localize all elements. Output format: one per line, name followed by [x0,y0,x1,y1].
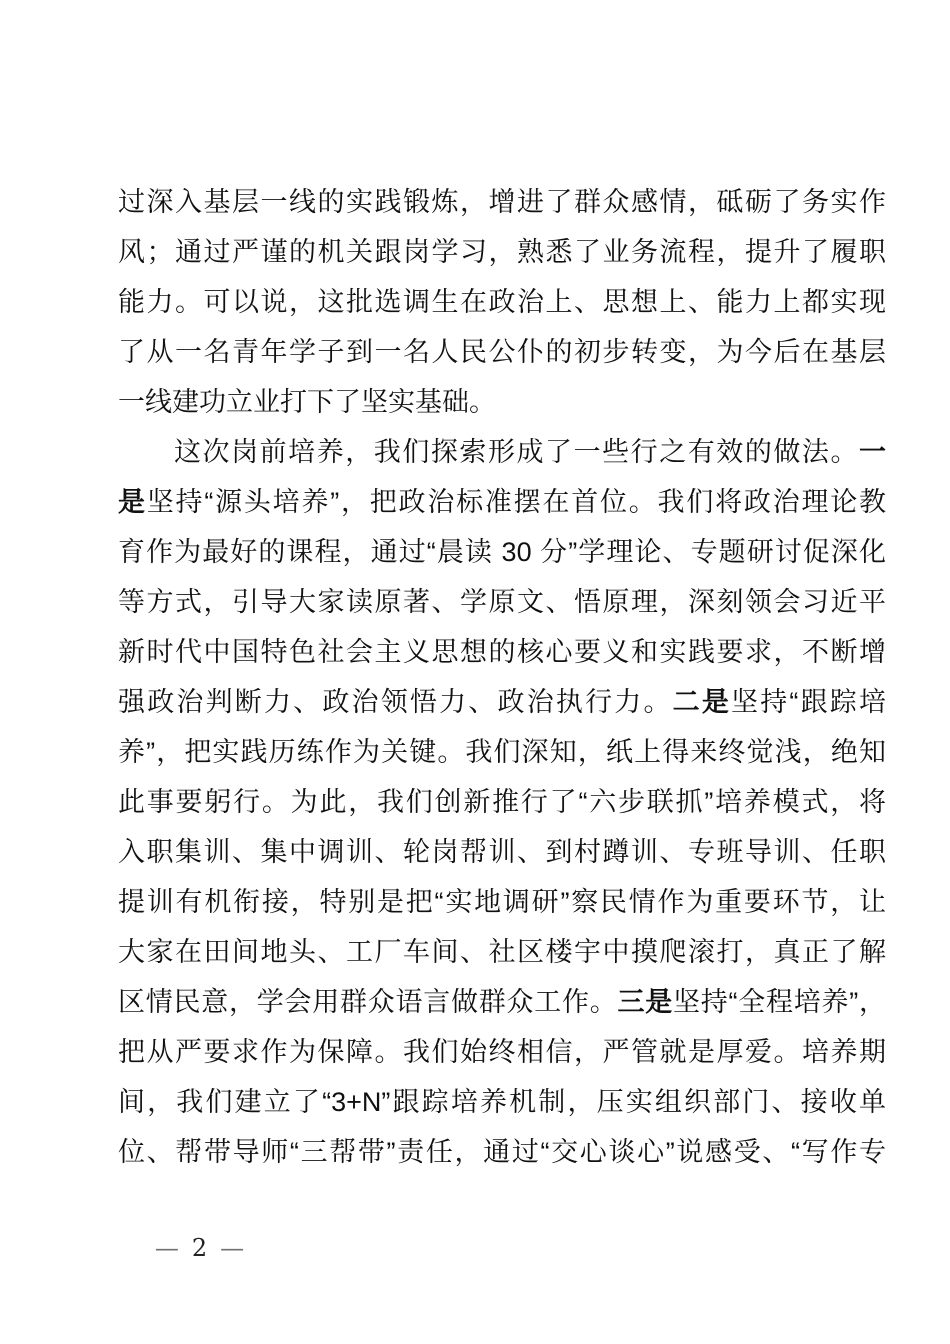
text-line-4 [118,327,886,377]
text-line-5 [118,377,886,427]
text-segment: 育作为最好的课程，通过“晨读 30 分”学理论、专题研讨促深化 [118,537,886,567]
text-segment: 位、帮带导师“三帮带”责任，通过“交心谈心”说感受、“写作专 [118,1137,886,1167]
text-line-18 [118,1027,886,1077]
text-line-13 [118,777,886,827]
text-line-7 [118,477,886,527]
text-segment: 坚持“跟踪培 [731,687,886,717]
bold-text-segment: 是 [118,487,147,517]
text-line-15 [118,877,886,927]
text-segment: 养”，把实践历练作为关键。我们深知，纸上得来终觉浅，绝知 [118,737,886,767]
text-segment: 提训有机衔接，特别是把“实地调研”察民情作为重要环节，让 [118,887,886,917]
text-segment: 入职集训、集中调训、轮岗帮训、到村蹲训、专班导训、任职 [118,837,886,867]
page-footer [0,1234,400,1262]
text-line-10 [118,627,886,677]
text-line-1 [118,177,886,227]
bold-text-segment: 三是 [617,987,674,1017]
text-segment: 等方式，引导大家读原著、学原文、悟原理，深刻领会习近平 [118,587,886,617]
text-line-6 [118,427,886,477]
text-line-19 [118,1077,886,1127]
text-segment: 一线建功立业打下了坚实基础。 [118,387,496,417]
body-text [118,177,886,1177]
text-line-14 [118,827,886,877]
bold-text-segment: 一 [859,437,886,467]
bold-text-segment: 二是 [672,687,732,717]
text-line-2 [118,227,886,277]
page-number: 2 [191,1234,209,1262]
text-segment: 区情民意，学会用群众语言做群众工作。 [118,987,618,1017]
text-line-16 [118,927,886,977]
text-segment: 新时代中国特色社会主义思想的核心要义和实践要求，不断增 [118,637,886,667]
footer-dash-right: — [220,1234,246,1262]
text-line-17 [118,977,886,1027]
text-line-9 [118,577,886,627]
text-segment: 大家在田间地头、工厂车间、社区楼宇中摸爬滚打，真正了解 [118,937,886,967]
text-segment: 过深入基层一线的实践锻炼，增进了群众感情，砥砺了务实作 [118,187,886,217]
text-segment: 这次岗前培养，我们探索形成了一些行之有效的做法。 [174,437,859,467]
text-line-12 [118,727,886,777]
text-segment: 此事要躬行。为此，我们创新推行了“六步联抓”培养模式，将 [118,787,886,817]
text-segment: 把从严要求作为保障。我们始终相信，严管就是厚爱。培养期 [118,1037,886,1067]
text-segment: 能力。可以说，这批选调生在政治上、思想上、能力上都实现 [118,287,886,317]
text-segment: 间，我们建立了“3+N”跟踪培养机制，压实组织部门、接收单 [118,1087,886,1117]
text-segment: 坚持“源头培养”，把政治标准摆在首位。我们将政治理论教 [146,487,886,517]
footer-dash-left: — [154,1234,180,1262]
text-segment: 了从一名青年学子到一名人民公仆的初步转变，为今后在基层 [118,337,886,367]
text-line-11 [118,677,886,727]
text-segment: 强政治判断力、政治领悟力、政治执行力。 [118,687,673,717]
text-segment: 坚持“全程培养”， [673,987,886,1017]
text-segment: 风；通过严谨的机关跟岗学习，熟悉了业务流程，提升了履职 [118,237,886,267]
text-line-3 [118,277,886,327]
text-line-20 [118,1127,886,1177]
text-line-8 [118,527,886,577]
